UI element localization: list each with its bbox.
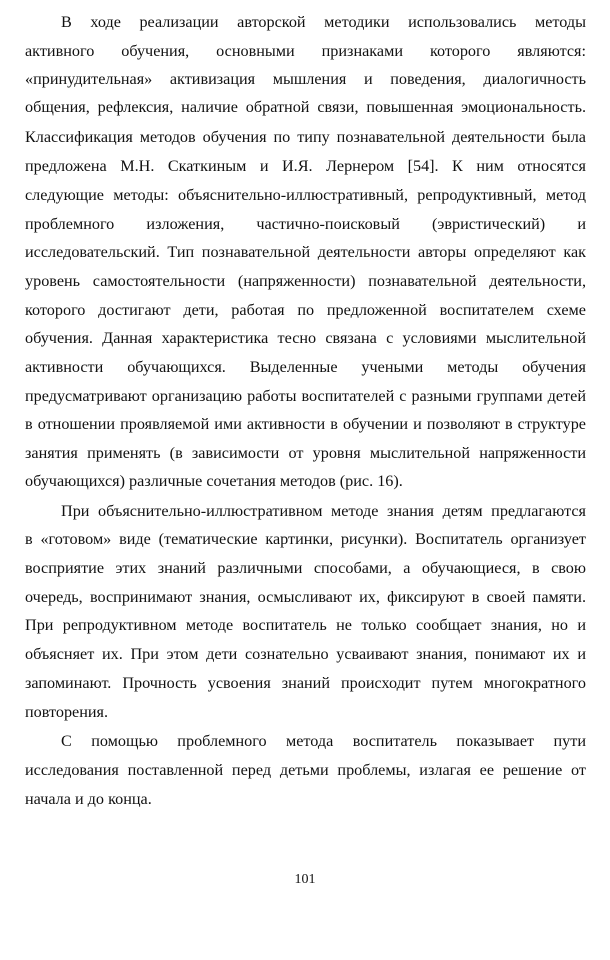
text-line: активности обучающихся. Выделенные учеными методы обучения [25, 358, 586, 376]
text-line: очередь, воспринимают знания, осмысливают их, фиксируют в своей памяти. [25, 588, 586, 606]
text-line: предусматривают организацию работы воспитателей с разными группами детей [25, 387, 586, 405]
text-line: исследовательский. Тип познавательной деятельности авторы определяют как [25, 243, 586, 261]
text-line: в «готовом» виде (тематические картинки, рисунки). Воспитатель организует [25, 530, 586, 548]
text-line: уровень самостоятельности (напряженности) познавательной деятельности, [25, 272, 586, 290]
text-line: обучающихся) различные сочетания методов (рис. 16). [25, 472, 403, 490]
text-line: начала и до конца. [25, 790, 152, 808]
text-line: С помощью проблемного метода воспитатель показывает пути [61, 732, 586, 750]
text-line: которого достигают дети, работая по предложенной воспитателем схеме [25, 301, 586, 319]
text-line: объясняет их. При этом дети сознательно усваивают знания, понимают их и [25, 645, 586, 663]
text-line: проблемного изложения, частично-поисковый (эвристический) и [25, 215, 586, 233]
text-line: в отношении проявляемой ими активности в обучении и позволяют в структуре [25, 415, 586, 433]
text-line: повторения. [25, 703, 109, 721]
text-line: предложена М.Н. Скаткиным и И.Я. Лернером [54]. К ним относятся [25, 157, 586, 175]
text-line: восприятие этих знаний различными способами, а обучающиеся, в свою [25, 559, 586, 577]
text-line: запоминают. Прочность усвоения знаний происходит путем многократного [25, 674, 586, 692]
text-line: исследования поставленной перед детьми проблемы, излагая ее решение от [25, 761, 586, 779]
text-line: Классификация методов обучения по типу познавательной деятельности была [25, 128, 586, 146]
text-line: «принудительная» активизация мышления и поведения, диалогичность [25, 70, 586, 88]
text-line: общения, рефлексия, наличие обратной связи, повышенная эмоциональность. [25, 98, 586, 116]
text-line: При репродуктивном методе воспитатель не только сообщает знания, но и [25, 616, 586, 634]
page-number: 101 [294, 872, 316, 887]
text-line: В ходе реализации авторской методики использовались методы [61, 13, 586, 31]
text-line: обучения. Данная характеристика тесно связана с условиями мыслительной [25, 329, 586, 347]
text-line: занятия применять (в зависимости от уровня мыслительной напряженности [25, 444, 586, 462]
text-line: активного обучения, основными признаками которого являются: [25, 42, 586, 60]
text-line: При объяснительно-иллюстративном методе знания детям предлагаются [61, 502, 586, 520]
text-line: следующие методы: объяснительно-иллюстративный, репродуктивный, метод [25, 186, 586, 204]
